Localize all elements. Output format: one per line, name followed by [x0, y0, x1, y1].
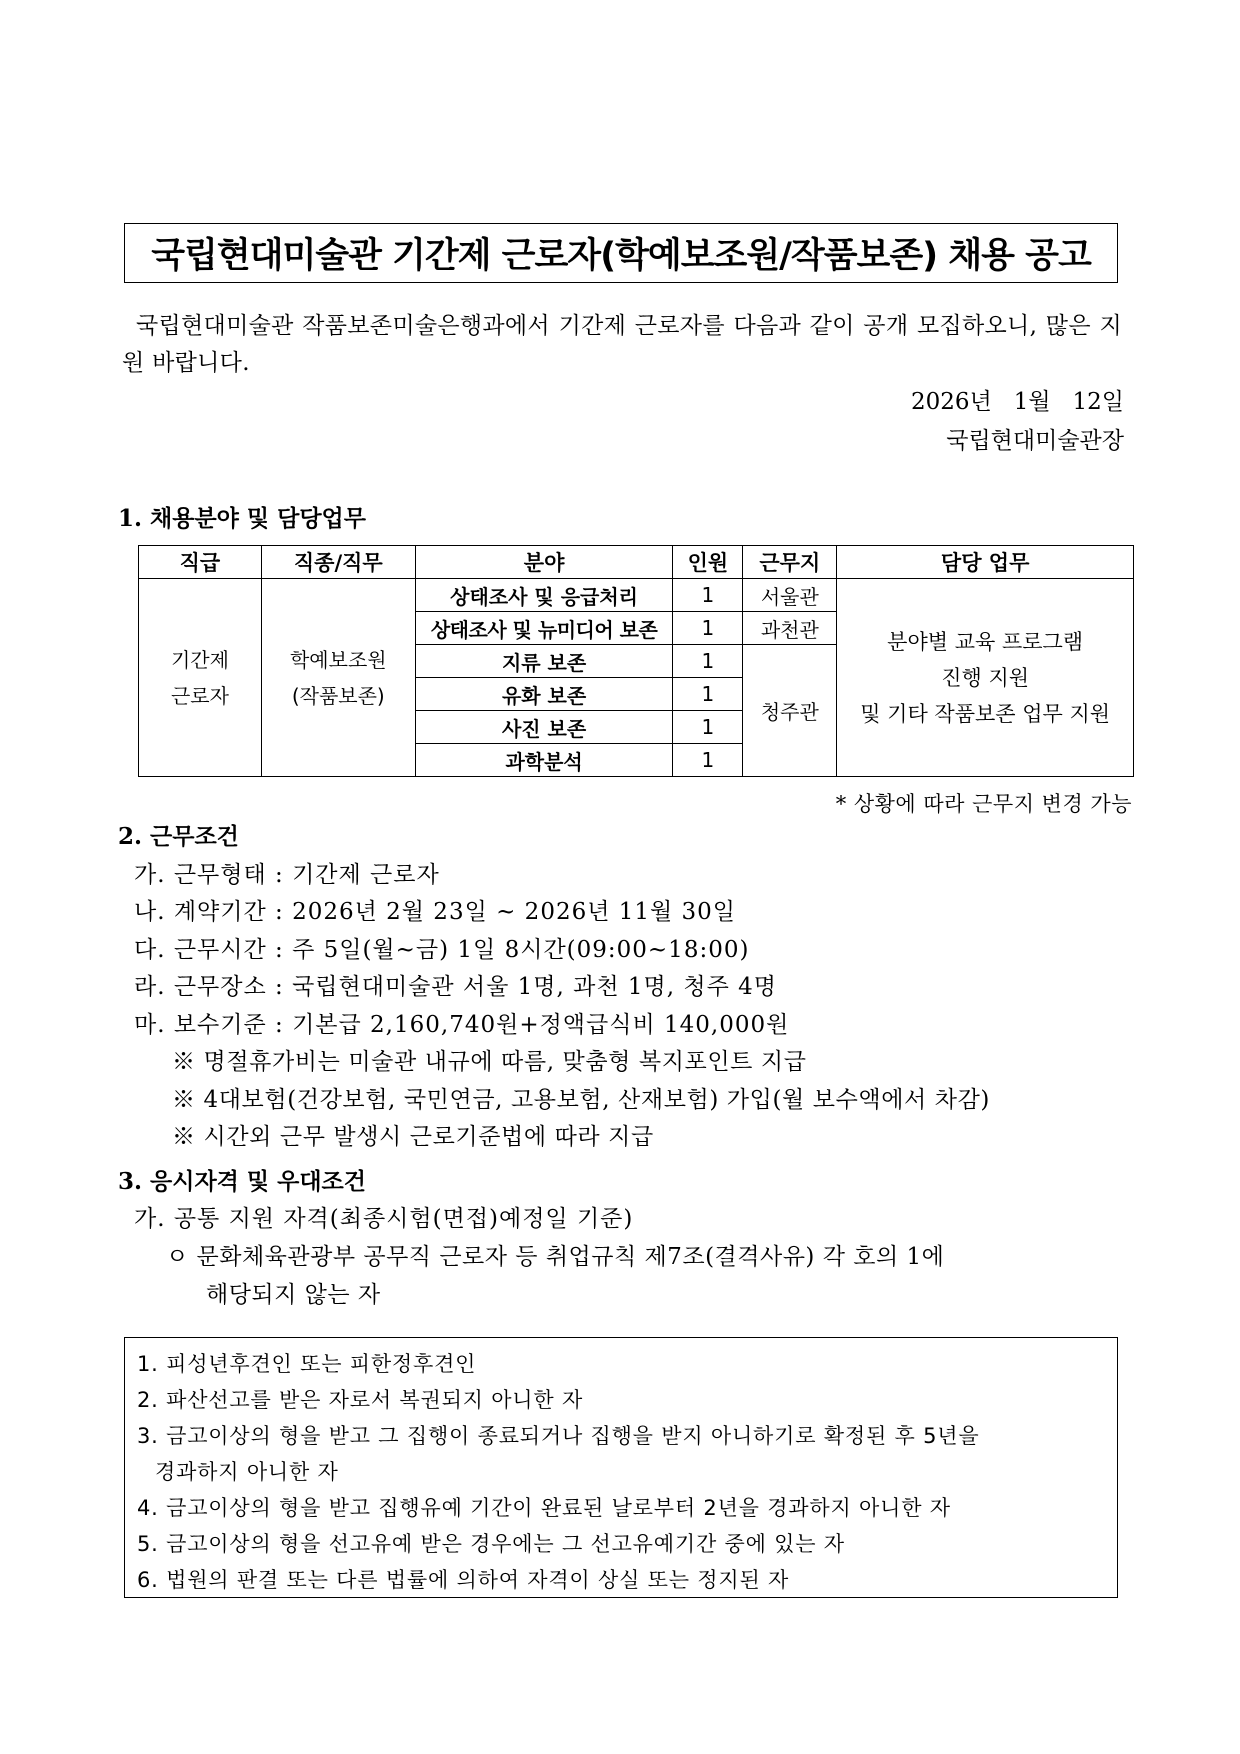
qualification-bullet-cont: 해당되지 않는 자 — [206, 1282, 381, 1308]
section-1-heading: 1. 채용분야 및 담당업무 — [118, 505, 366, 532]
duty-line-3: 및 기타 작품보존 업무 지원 — [860, 701, 1111, 726]
table-header-row — [139, 546, 1134, 579]
field-cell: 유화 보존 — [415, 678, 673, 711]
header-duty: 담당 업무 — [837, 546, 1134, 579]
count-cell: 1 — [673, 678, 743, 711]
location-cell: 청주관 — [743, 645, 837, 777]
grade-cell — [139, 579, 262, 777]
count-cell: 1 — [673, 711, 743, 744]
location-cell: 과천관 — [743, 612, 837, 645]
page-title: 국립현대미술관 기간제 근로자(학예보조원/작품보존) 채용 공고 — [151, 236, 1091, 276]
grade-line-1: 기간제 — [170, 647, 229, 672]
title-box — [124, 223, 1118, 283]
condition-item: 다. 근무시간 : 주 5일(월~금) 1일 8시간(09:00~18:00) — [134, 937, 750, 963]
table-row — [139, 579, 1134, 612]
qualification-sub: 가. 공통 지원 자격(최종시험(면접)예정일 기준) — [134, 1206, 634, 1232]
field-cell: 상태조사 및 응급처리 — [415, 579, 673, 612]
count-cell: 1 — [673, 645, 743, 678]
disqualification-item-cont: 경과하지 아니한 자 — [155, 1460, 339, 1484]
grade-line-2: 근로자 — [170, 683, 229, 708]
intro-paragraph: 국립현대미술관 작품보존미술은행과에서 기간제 근로자를 다음과 같이 공개 모집하오니, 많은 지원 바랍니다. — [122, 313, 1122, 376]
field-cell: 상태조사 및 뉴미디어 보존 — [415, 612, 673, 645]
table-note: * 상황에 따라 근무지 변경 가능 — [835, 792, 1132, 816]
disqualification-item: 5. 금고이상의 형을 선고유예 받은 경우에는 그 선고유예기간 중에 있는 자 — [137, 1532, 845, 1556]
duty-line-2: 진행 지원 — [941, 665, 1030, 690]
field-cell: 사진 보존 — [415, 711, 673, 744]
disqualification-item: 6. 법원의 판결 또는 다른 법률에 의하여 자격이 상실 또는 정지된 자 — [137, 1568, 790, 1592]
disqualification-box — [124, 1337, 1118, 1598]
condition-item: 마. 보수기준 : 기본급 2,160,740원+정액급식비 140,000원 — [134, 1012, 790, 1038]
count-cell: 1 — [673, 579, 743, 612]
count-cell: 1 — [673, 612, 743, 645]
header-job: 직종/직무 — [261, 546, 415, 579]
condition-remark: ※ 시간외 근무 발생시 근로기준법에 따라 지급 — [172, 1124, 654, 1150]
qualification-bullet: ㅇ 문화체육관광부 공무직 근로자 등 취업규칙 제7조(결격사유) 각 호의 1에 — [166, 1244, 945, 1270]
disqualification-item: 2. 파산선고를 받은 자로서 복권되지 아니한 자 — [137, 1388, 584, 1412]
issuer: 국립현대미술관장 — [946, 428, 1124, 454]
job-line-1: 학예보조원 — [289, 647, 387, 672]
disqualification-item: 4. 금고이상의 형을 받고 집행유예 기간이 완료된 날로부터 2년을 경과하지 아니한 자 — [137, 1496, 951, 1520]
header-count: 인원 — [673, 546, 743, 579]
field-cell: 과학분석 — [415, 744, 673, 777]
section-3-heading: 3. 응시자격 및 우대조건 — [118, 1168, 366, 1195]
header-field: 분야 — [415, 546, 673, 579]
count-cell: 1 — [673, 744, 743, 777]
section-2-heading: 2. 근무조건 — [118, 823, 239, 850]
location-cell: 서울관 — [743, 579, 837, 612]
condition-remark: ※ 명절휴가비는 미술관 내규에 따름, 맞춤형 복지포인트 지급 — [172, 1049, 807, 1075]
header-location: 근무지 — [743, 546, 837, 579]
disqualification-item: 3. 금고이상의 형을 받고 그 집행이 종료되거나 집행을 받지 아니하기로 확정된 후 5년을 — [137, 1424, 980, 1448]
condition-item: 라. 근무장소 : 국립현대미술관 서울 1명, 과천 1명, 청주 4명 — [134, 974, 777, 1000]
header-grade: 직급 — [139, 546, 262, 579]
condition-item: 나. 계약기간 : 2026년 2월 23일 ~ 2026년 11월 30일 — [134, 899, 737, 925]
disqualification-item: 1. 피성년후견인 또는 피한정후견인 — [137, 1352, 477, 1376]
condition-item: 가. 근무형태 : 기간제 근로자 — [134, 862, 440, 888]
job-cell — [261, 579, 415, 777]
field-cell: 지류 보존 — [415, 645, 673, 678]
duty-line-1: 분야별 교육 프로그램 — [887, 629, 1084, 654]
job-line-2: (작품보존) — [291, 683, 385, 708]
condition-remark: ※ 4대보험(건강보험, 국민연금, 고용보험, 산재보험) 가입(월 보수액에서 차감) — [172, 1087, 990, 1113]
recruitment-table — [138, 545, 1134, 777]
duty-cell — [837, 579, 1134, 777]
announcement-date: 2026년 1월 12일 — [911, 389, 1124, 415]
